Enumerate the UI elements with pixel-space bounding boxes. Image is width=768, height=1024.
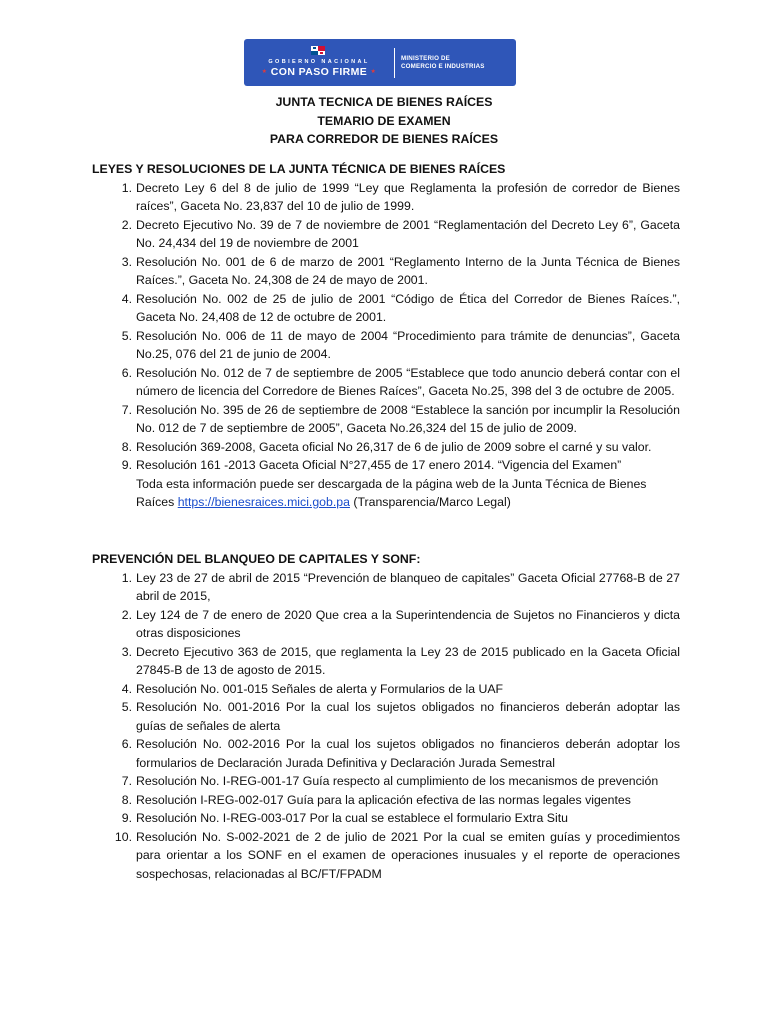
list-item: [92, 327, 680, 364]
item-number: 1.: [121, 570, 132, 585]
list-item: [92, 606, 680, 643]
list-item: [92, 438, 680, 457]
item-number: 9.: [121, 458, 132, 472]
document-title: [0, 93, 768, 149]
item-text: Decreto Ejecutivo No. 39 de 7 de noviembre de 2001 “Reglamentación del Decreto Ley 6”, Gaceta No. 24,434 del 19 de noviembre de 2001: [136, 217, 680, 250]
item-number: 2.: [121, 607, 132, 622]
item-number: 6.: [121, 365, 132, 380]
item-text: Ley 124 de 7 de enero de 2020 Que crea a la Superintendencia de Sujetos no Financieros y dicta otras disposiciones: [136, 607, 680, 640]
item-number: 2.: [121, 217, 132, 232]
item-text: Decreto Ejecutivo 363 de 2015, que reglamenta la Ley 23 de 2015 publicado en la Gaceta Oficial 27845-B de 13 de agosto de 2015.: [136, 644, 680, 677]
item-text: Resolución No. 012 de 7 de septiembre de 2005 “Establece que todo anuncio deberá contar con el número de licencia del Corredore de Bienes Raíces”, Gaceta No.25, 398 del 3 de octubre de 2005.: [136, 365, 680, 398]
government-logo: [244, 39, 394, 86]
item-number: 3.: [121, 644, 132, 659]
ministry-line-2: COMERCIO E INDUSTRIAS: [401, 62, 485, 70]
list-item: [92, 680, 680, 699]
website-link[interactable]: https://bienesraices.mici.gob.pa: [177, 495, 350, 509]
item-number: 8.: [121, 439, 132, 454]
item-text: Resolución No. 006 de 11 de mayo de 2004 “Procedimiento para trámite de denuncias”, Gaceta No.25, 076 del 21 de junio de 2004.: [136, 328, 680, 361]
item-text: Resolución No. 002-2016 Por la cual los sujetos obligados no financieros deberán adoptar los formularios de Declaración Jurada Definitiva y Declaración Jurada Semestral: [136, 737, 680, 770]
item-text: Resolución No. 002 de 25 de julio de 2001 “Código de Ética del Corredor de Bienes Raíces.”, Gaceta No. 24,408 de 12 de octubre de 2001.: [136, 291, 680, 324]
item-text: Resolución No. I-REG-001-17 Guía respecto al cumplimiento de los mecanismos de prevención: [136, 774, 659, 788]
item-text: Ley 23 de 27 de abril de 2015 “Prevención de blanqueo de capitales” Gaceta Oficial 27768-B de 27 abril de 2015,: [136, 570, 680, 603]
item-text: Decreto Ley 6 del 8 de julio de 1999 “Ley que Reglamenta la profesión de corredor de Bienes raíces”, Gaceta No. 23,837 del 10 de julio de 1999.: [136, 180, 680, 213]
list-item: [92, 364, 680, 401]
item-number: 5.: [121, 700, 132, 714]
star-icon: ★: [261, 69, 268, 75]
download-note: [92, 475, 680, 512]
item-text: Resolución No. 001 de 6 de marzo de 2001 “Reglamento Interno de la Junta Técnica de Bienes Raíces.”, Gaceta No. 24,308 de 24 de mayo de 2001.: [136, 254, 680, 287]
ministry-name: [401, 55, 516, 71]
note-text: Toda esta información puede ser descargada de la página web de la Junta Técnica de Bienes Raíces: [136, 476, 647, 509]
item-number: 10.: [114, 829, 132, 844]
list-item: [92, 216, 680, 253]
logo-divider: [394, 48, 395, 78]
list-item: [92, 401, 680, 438]
item-text: Resolución 369-2008, Gaceta oficial No 26,317 de 6 de julio de 2009 sobre el carné y su valor.: [136, 439, 652, 454]
item-text: Resolución No. S-002-2021 de 2 de julio de 2021 Por la cual se emiten guías y procedimientos para orientar a los SONF en el examen de operaciones inusuales y el reporte de operaciones sospechosas, relacionadas al BC/FT/FPADM: [136, 829, 680, 881]
item-number: 1.: [121, 180, 132, 195]
list-item: [92, 179, 680, 216]
item-number: 7.: [121, 402, 132, 417]
item-text: Resolución No. 001-015 Señales de alerta y Formularios de la UAF: [136, 681, 504, 696]
item-text: Resolución 161 -2013 Gaceta Oficial N°27,455 de 17 enero 2014. “Vigencia del Examen”: [136, 458, 622, 472]
section1-list: [92, 179, 680, 475]
list-item: [92, 643, 680, 680]
title-line-3: PARA CORREDOR DE BIENES RAÍCES: [269, 132, 499, 146]
item-number: 4.: [121, 681, 132, 696]
motto-line: [262, 66, 377, 78]
section-heading: LEYES Y RESOLUCIONES DE LA JUNTA TÉCNICA DE BIENES RAÍCES: [92, 162, 506, 176]
list-item: [92, 809, 680, 828]
list-item: [92, 828, 680, 884]
item-number: 3.: [121, 254, 132, 269]
section-heading: PREVENCIÓN DEL BLANQUEO DE CAPITALES Y SONF:: [92, 552, 421, 566]
government-line: GOBIERNO NACIONAL: [268, 59, 370, 65]
list-item: [92, 290, 680, 327]
item-number: 5.: [121, 328, 132, 343]
list-item: [92, 253, 680, 290]
item-number: 9.: [121, 811, 132, 825]
item-number: 7.: [121, 774, 132, 788]
list-item: [92, 698, 680, 735]
star-icon: ★: [370, 69, 377, 75]
panama-flag-icon: [311, 46, 325, 55]
list-item: [92, 791, 680, 810]
section2-list: [92, 569, 680, 884]
item-number: 4.: [121, 291, 132, 306]
item-number: 8.: [121, 792, 132, 807]
item-text: Resolución No. 395 de 26 de septiembre de 2008 “Establece la sanción por incumplir la Resolución No. 012 de 7 de septiembre de 2005”, Gaceta No.26,324 del 15 de julio de 2009.: [136, 402, 680, 435]
list-item: [92, 772, 680, 791]
ministry-logo-banner: [244, 39, 516, 86]
item-text: Resolución No. 001-2016 Por la cual los sujetos obligados no financieros deberán adoptar las guías de señales de alerta: [136, 700, 680, 733]
note-suffix: (Transparencia/Marco Legal): [349, 495, 511, 509]
motto-text: CON PASO FIRME: [270, 66, 368, 78]
item-text: Resolución I-REG-002-017 Guía para la aplicación efectiva de las normas legales vigentes: [136, 792, 631, 807]
ministry-line-1: MINISTERIO DE: [401, 54, 451, 62]
list-item: [92, 735, 680, 772]
title-line-2: TEMARIO DE EXAMEN: [317, 113, 451, 128]
title-line-1: JUNTA TECNICA DE BIENES RAÍCES: [275, 95, 493, 109]
list-item: [92, 456, 680, 475]
item-number: 6.: [121, 737, 132, 751]
item-text: Resolución No. I-REG-003-017 Por la cual se establece el formulario Extra Situ: [136, 811, 568, 825]
section-leyes-resoluciones: [92, 160, 680, 512]
section-prevencion-blanqueo: [92, 550, 680, 883]
list-item: [92, 569, 680, 606]
